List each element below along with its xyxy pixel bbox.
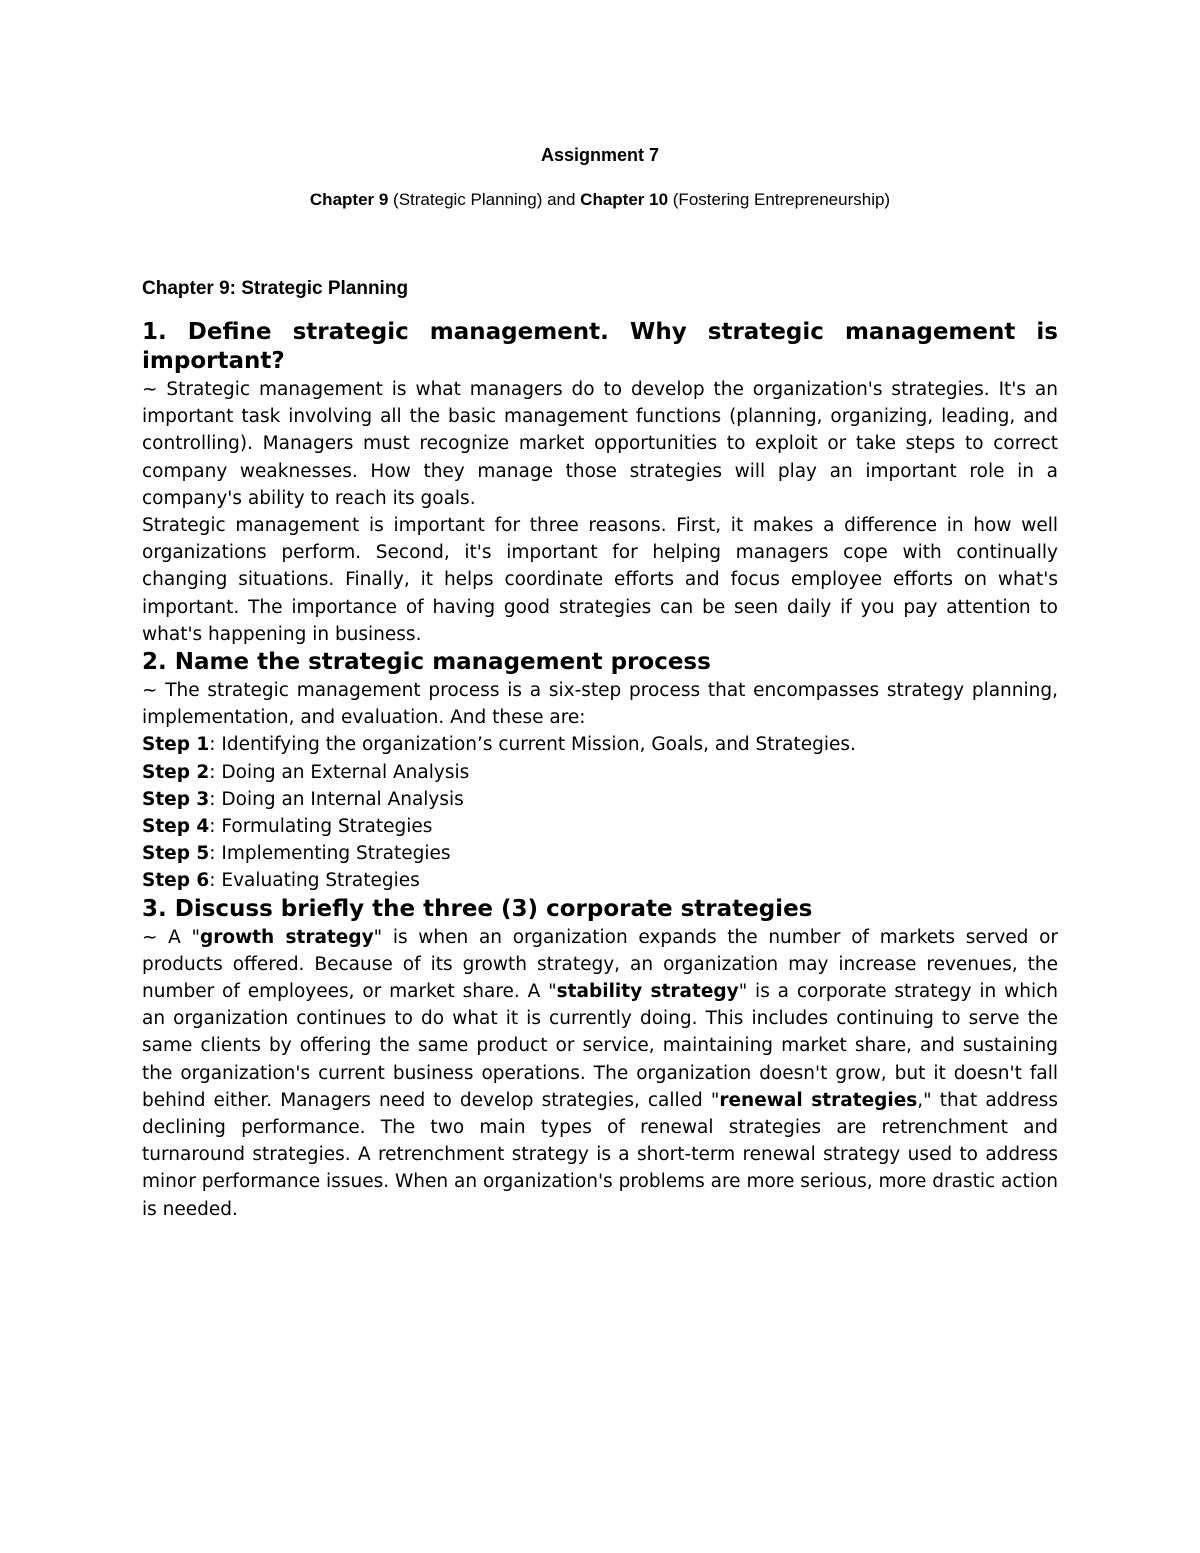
step-text: : Doing an External Analysis — [209, 761, 470, 783]
step-text: : Identifying the organization’s current Mission, Goals, and Strategies. — [209, 734, 856, 756]
step-text: : Implementing Strategies — [209, 843, 451, 865]
stability-strategy-term: stability strategy — [556, 981, 739, 1003]
step-item — [142, 786, 1058, 813]
question-2-intro: ~ The strategic management process is a six-step process that encompasses strategy planning, implementation, and evaluation. And these are: — [142, 680, 1058, 729]
step-item — [142, 813, 1058, 840]
answer-text-segment: ," that address declining performance. The two main types of renewal strategies are retrenchment and turnaround strategies. A retrenchment strategy is a short-term renewal strategy used to address minor performance issues. When an organization's problems are more serious, more drastic action is needed. — [142, 1089, 1058, 1220]
step-label: Step 4 — [142, 816, 210, 838]
step-label: Step 1 — [142, 734, 210, 756]
answer-text-segment: " is when an organization expands the number of markets served or products offered. Because of its growth strategy, an organization may increase revenues, the number of employees, or market share. A " — [142, 926, 1059, 1003]
step-text: : Doing an Internal Analysis — [209, 788, 464, 810]
question-3-answer — [142, 924, 1058, 1223]
step-item — [142, 731, 1058, 758]
assignment-title: Assignment 7 — [540, 145, 660, 165]
question-3-heading: 3. Discuss briefly the three (3) corporate strategies — [142, 895, 813, 922]
document-body — [142, 318, 1058, 1223]
step-label: Step 5 — [142, 843, 210, 865]
step-item — [142, 867, 1058, 894]
step-label: Step 6 — [142, 870, 210, 892]
renewal-strategies-term: renewal strategies — [719, 1089, 918, 1111]
assignment-subtitle — [0, 190, 1200, 210]
process-steps-list — [142, 731, 1058, 894]
step-item — [142, 840, 1058, 867]
answer-text-segment: " is a corporate strategy in which an organization continues to do what it is currently doing. This includes continuing to serve the same clients by offering the same product or service, maintaining market share, and sustaining the organization's current business operations. The organization doesn't grow, but it doesn't fall behind either. Managers need to develop strategies, called " — [142, 981, 1058, 1111]
subtitle-chapter-9: Chapter 9 — [309, 190, 389, 209]
subtitle-text-2: (Fostering Entrepreneurship) — [668, 190, 891, 209]
step-text: : Evaluating Strategies — [209, 870, 420, 892]
chapter-heading: Chapter 9: Strategic Planning — [142, 278, 409, 299]
step-item — [142, 759, 1058, 786]
step-text: : Formulating Strategies — [209, 816, 433, 838]
subtitle-chapter-10: Chapter 10 — [580, 190, 669, 209]
step-label: Step 3 — [142, 788, 210, 810]
subtitle-text-1: (Strategic Planning) and — [388, 190, 581, 209]
question-2-heading: 2. Name the strategic management process — [142, 649, 711, 676]
step-label: Step 2 — [142, 761, 210, 783]
question-1-answer-paragraph-2: Strategic management is important for three reasons. First, it makes a difference in how well organizations perform. Second, it's important for helping managers cope with continually changing situations. Finally, it helps coordinate efforts and focus employee efforts on what's important. The importance of having good strategies can be seen daily if you pay attention to what's happening in business. — [142, 515, 1058, 645]
question-1-answer-paragraph-1: ~ Strategic management is what managers do to develop the organization's strategies. It's an important task involving all the basic management functions (planning, organizing, leading, and controlling). Managers must recognize market opportunities to exploit or take steps to correct company weaknesses. How they manage those strategies will play an important role in a company's ability to reach its goals. — [142, 379, 1058, 509]
growth-strategy-term: growth strategy — [200, 926, 374, 948]
answer-text-segment: ~ A " — [142, 926, 201, 948]
question-1-heading: 1. Define strategic management. Why strategic management is important? — [142, 319, 1058, 374]
